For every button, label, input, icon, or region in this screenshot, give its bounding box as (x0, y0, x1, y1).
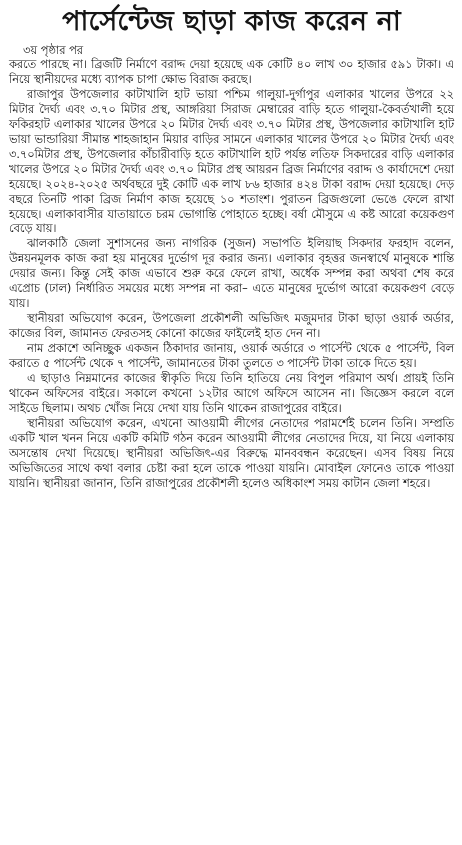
article-headline: পার্সেন্টেজ ছাড়া কাজ করেন না (62, 6, 401, 37)
article-body (9, 58, 454, 492)
article-paragraph: রাজাপুর উপজেলার কাটাখালি হাট ভায়া পশ্চিম গালুয়া-দুর্গাপুর এলাকার খালের উপরে ২২ মিটার দৈর্ঘ্য এবং ৩.৭০ মিটার প্রস্থ, আঙ্গরিয়া সিরাজ মেম্বারের বাড়ি হতে গালুয়া-কৈবর্তখালী হয়ে ফকিরহাট এলাকার খালের উপরে ২০ মিটার দৈর্ঘ্য এবং ৩.৭০ মিটার প্রস্থ, উপজেলার কাটাখালি হাট ভায়া ভান্ডারিয়া সীমান্ত শাহজাহান মিয়ার বাড়ির সামনে এলাকার খালের উপরে ২০ মিটার দৈর্ঘ্য এবং ৩.৭০মিটার প্রস্থ, উপজেলার কাঁচারীবাড়ি হতে কাটাখালি হাট পর্যন্ত লতিফ সিকদারের বাড়ি এলাকার খালের উপরে ২০ মিটার দৈর্ঘ্য এবং ৩.৭০ মিটার প্রস্থ আয়রন ব্রিজ নির্মাণের বরাদ্দ ও কার্যাদেশে দেয়া হয়েছে। ২০২৪-২০২৫ অর্থবছরে দুই কোটি এক লাখ ৮৬ হাজার ৪২৪ টাকা বরাদ্দ দেয়া হয়েছে। দেড় বছরে তিনটি পাকা ব্রিজ নির্মাণ কাজ হয়েছে ১০ শতাংশ। পুরাতন ব্রিজগুলো ভেঙে ফেলে রাখা হয়েছে। এলাকাবাসীর যাতায়াতে চরম ভোগান্তি পোহাতে হচ্ছে। বর্ষা মৌসুমে এ কষ্ট আরো কয়েকগুণ বেড়ে যায়। (9, 87, 454, 236)
article-paragraph: এ ছাড়াও নিম্নমানের কাজের স্বীকৃতি দিয়ে তিনি হাতিয়ে নেয় বিপুল পরিমাণ অর্থ। প্রায়ই তিনি থাকেন অফিসের বাইরে। সকালে কখনো ১২টার আগে অফিসে আসেন না। জিজ্ঞেস করলে বলে সাইডে ছিলাম। অথচ খোঁজ নিয়ে দেখা যায় তিনি থাকেন রাজাপুরের বাইরে। (9, 372, 454, 415)
article-paragraph: নাম প্রকাশে অনিচ্ছুক একজন ঠিকাদার জানায়, ওয়ার্ক অর্ডারে ৩ পার্সেন্ট থেকে ৫ পার্সেন্ট, বিল করাতে ৫ পার্সেন্ট থেকে ৭ পার্সেন্ট, জামানতের টাকা তুলতে ৩ পার্সেন্ট টাকা তাকে দিতে হয়। (9, 342, 454, 371)
article-paragraph: স্থানীয়রা অভিযোগ করেন, উপজেলা প্রকৌশলী অভিজিৎ মজুমদার টাকা ছাড়া ওয়ার্ক অর্ডার, কাজের বিল, জামানত ফেরতসহ কোনো কাজের ফাইলেই হাত দেন না। (9, 312, 454, 341)
continued-from-note: ৩য় পৃষ্ঠার পর (23, 43, 84, 57)
article-paragraph: ঝালকাঠি জেলা সুশাসনের জন্য নাগরিক (সুজন) সভাপতি ইলিয়াছ সিকদার ফরহাদ বলেন, উন্নয়নমূলক কাজ করা হয় মানুষের দুর্ভোগ দূর করার জন্য। এলাকার বৃহত্তর জনস্বার্থে মানুষকে শান্তি দেয়ার জন্য। কিন্তু সেই কাজ এভাবে শুরু করে ফেলে রাখা, অর্ধেক সম্পন্ন করা অথবা শেষ করে এপ্রোচ (ঢাল) নির্ধারিত সময়ের মধ্যে সম্পন্ন না করা– এতে মানুষের দুর্ভোগ আরো কয়েকগুণ বেড়ে যায়। (9, 237, 454, 311)
news-article (0, 2, 462, 845)
article-paragraph: স্থানীয়রা অভিযোগ করেন, এখনো আওয়ামী লীগের নেতাদের পরামর্শেই চলেন তিনি। সম্প্রতি একটি খাল খনন নিয়ে একটি কমিটি গঠন করেন আওয়ামী লীগের নেতাদের দিয়ে, যা নিয়ে এলাকায় অসন্তোষ দেখা দিয়েছে। স্থানীয়রা অভিজিৎ-এর বিরুদ্ধে মানববন্ধন করেছেন। এসব বিষয় নিয়ে অভিজিতের সাথে কথা বলার চেষ্টা করা হলে তাকে পাওয়া যায়নি। মোবাইল ফোনেও তাকে পাওয়া যায়নি। স্থানীয়রা জানান, তিনি রাজাপুরের প্রকৌশলী হলেও অধিকাংশ সময় কাটান জেলা শহরে। (9, 416, 454, 490)
article-paragraph: করতে পারছে না। ব্রিজটি নির্মাণে বরাদ্দ দেয়া হয়েছে এক কোটি ৪০ লাখ ৩০ হাজার ৫৯১ টাকা। এ নিয়ে স্থানীয়দের মধ্যে ব্যাপক চাপা ক্ষোভ বিরাজ করছে। (9, 58, 454, 86)
